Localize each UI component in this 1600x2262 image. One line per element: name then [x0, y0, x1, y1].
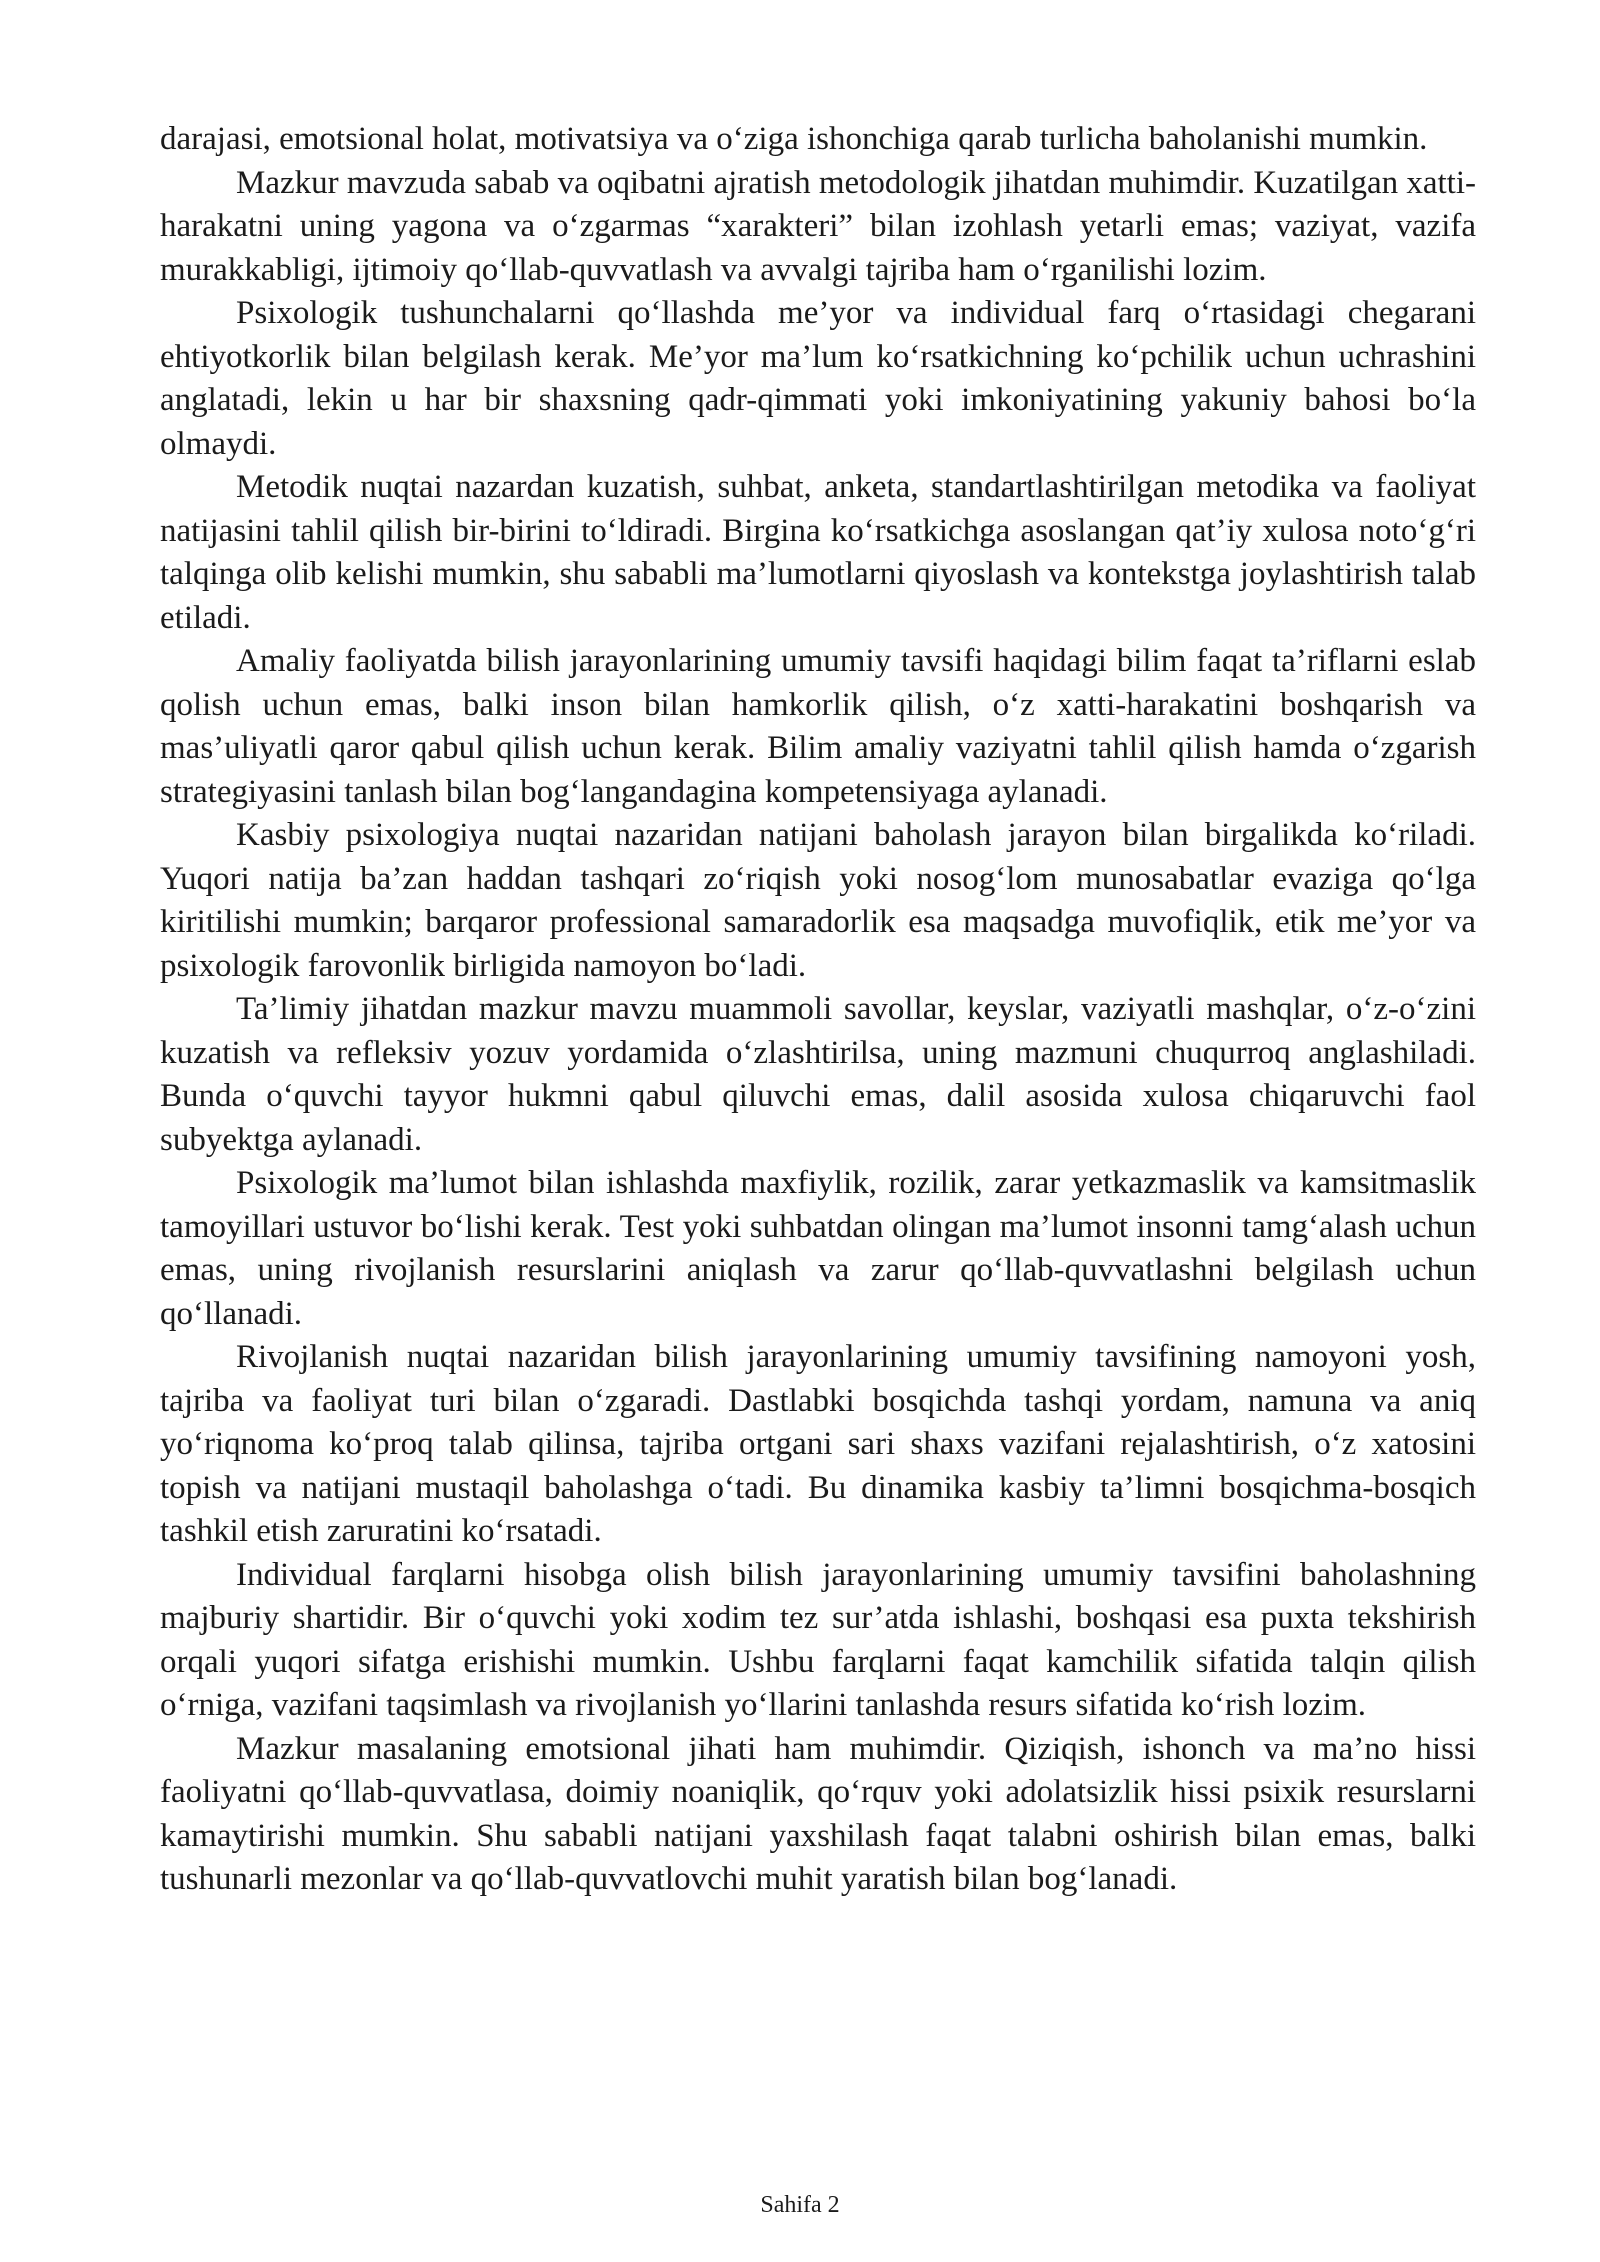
paragraph: Mazkur mavzuda sabab va oqibatni ajratish metodologik jihatdan muhimdir. Kuzatilgan xatti-harakatni uning yagona va o‘zgarmas “xarakteri” bilan izohlash yetarli emas; vaziyat, vazifa murakkabligi, ijtimoiy qo‘llab-quvvatlash va avvalgi tajriba ham o‘rganilishi lozim. — [160, 164, 1476, 288]
body-text — [160, 118, 1476, 1902]
paragraph: Amaliy faoliyatda bilish jarayonlarining umumiy tavsifi haqidagi bilim faqat ta’riflarni eslab qolish uchun emas, balki inson bilan hamkorlik qilish, o‘z xatti-harakatini boshqarish va mas’uliyatli qaror qabul qilish uchun kerak. Bilim amaliy vaziyatni tahlil qilish hamda o‘zgarish strategiyasini tanlash bilan bog‘langandagina kompetensiyaga aylanadi. — [160, 643, 1476, 810]
paragraph-continuation: darajasi, emotsional holat, motivatsiya va o‘ziga ishonchiga qarab turlicha baholanishi mumkin. — [160, 121, 1428, 157]
paragraph: Individual farqlarni hisobga olish bilish jarayonlarining umumiy tavsifini baholashning majburiy shartidir. Bir o‘quvchi yoki xodim tez sur’atda ishlashi, boshqasi esa puxta tekshirish orqali yuqori sifatga erishishi mumkin. Ushbu farqlarni faqat kamchilik sifatida talqin qilish o‘rniga, vazifani taqsimlash va rivojlanish yo‘llarini tanlashda resurs sifatida ko‘rish lozim. — [160, 1556, 1476, 1723]
paragraph: Kasbiy psixologiya nuqtai nazaridan natijani baholash jarayon bilan birgalikda ko‘riladi. Yuqori natija ba’zan haddan tashqari zo‘riqish yoki nosog‘lom munosabatlar evaziga qo‘lga kiritilishi mumkin; barqaror professional samaradorlik esa maqsadga muvofiqlik, etik me’yor va psixologik farovonlik birligida namoyon bo‘ladi. — [160, 817, 1476, 984]
page-number: Sahifa 2 — [760, 2192, 840, 2218]
paragraph: Metodik nuqtai nazardan kuzatish, suhbat, anketa, standartlashtirilgan metodika va faoliyat natijasini tahlil qilish bir-birini to‘ldiradi. Birgina ko‘rsatkichga asoslangan qat’iy xulosa noto‘g‘ri talqinga olib kelishi mumkin, shu sababli ma’lumotlarni qiyoslash va kontekstga joylashtirish talab etiladi. — [160, 469, 1476, 636]
paragraph: Psixologik tushunchalarni qo‘llashda me’yor va individual farq o‘rtasidagi chegarani ehtiyotkorlik bilan belgilash kerak. Me’yor ma’lum ko‘rsatkichning ko‘pchilik uchun uchrashini anglatadi, lekin u har bir shaxsning qadr-qimmati yoki imkoniyatining yakuniy bahosi bo‘la olmaydi. — [160, 295, 1476, 462]
paragraph: Mazkur masalaning emotsional jihati ham muhimdir. Qiziqish, ishonch va ma’no hissi faoliyatni qo‘llab-quvvatlasa, doimiy noaniqlik, qo‘rquv yoki adolatsizlik hissi psixik resurslarni kamaytirishi mumkin. Shu sababli natijani yaxshilash faqat talabni oshirish bilan emas, balki tushunarli mezonlar va qo‘llab-quvvatlovchi muhit yaratish bilan bog‘lanadi. — [160, 1730, 1476, 1897]
paragraph: Psixologik ma’lumot bilan ishlashda maxfiylik, rozilik, zarar yetkazmaslik va kamsitmaslik tamoyillari ustuvor bo‘lishi kerak. Test yoki suhbatdan olingan ma’lumot insonni tamg‘alash uchun emas, uning rivojlanish resurslarini aniqlash va zarur qo‘llab-quvvatlashni belgilash uchun qo‘llanadi. — [160, 1165, 1476, 1332]
paragraph: Rivojlanish nuqtai nazaridan bilish jarayonlarining umumiy tavsifining namoyoni yosh, tajriba va faoliyat turi bilan o‘zgaradi. Dastlabki bosqichda tashqi yordam, namuna va aniq yo‘riqnoma ko‘proq talab qilinsa, tajriba ortgani sari shaxs vazifani rejalashtirish, o‘z xatosini topish va natijani mustaqil baholashga o‘tadi. Bu dinamika kasbiy ta’limni bosqichma-bosqich tashkil etish zaruratini ko‘rsatadi. — [160, 1339, 1476, 1549]
paragraph: Ta’limiy jihatdan mazkur mavzu muammoli savollar, keyslar, vaziyatli mashqlar, o‘z-o‘zini kuzatish va refleksiv yozuv yordamida o‘zlashtirilsa, uning mazmuni chuqurroq anglashiladi. Bunda o‘quvchi tayyor hukmni qabul qiluvchi emas, dalil asosida xulosa chiqaruvchi faol subyektga aylanadi. — [160, 991, 1476, 1158]
